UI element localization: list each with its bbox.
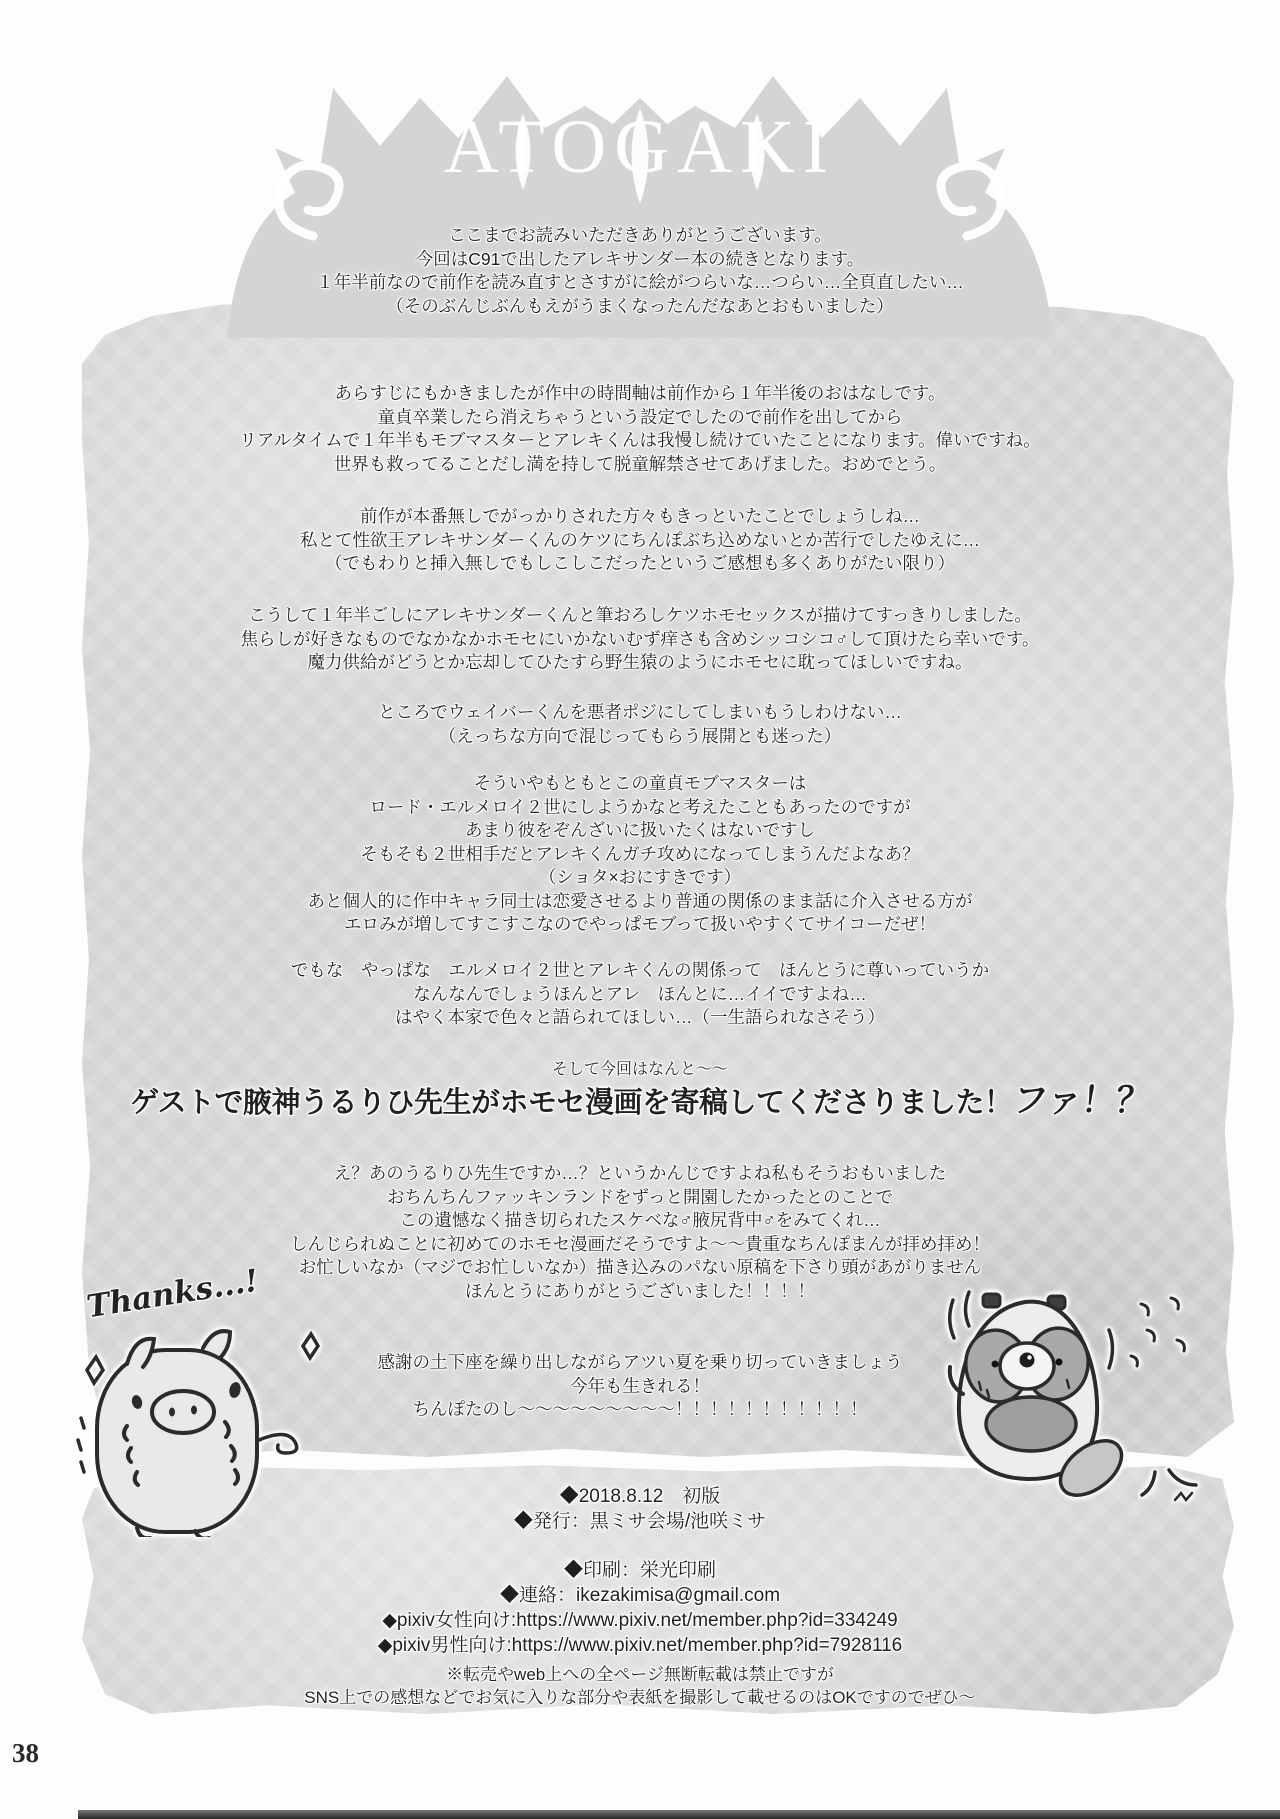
text-line: あと個人的に作中キャラ同士は恋愛させるより普通の関係のまま話に介入させる方が bbox=[307, 890, 973, 911]
text-line: おちんちんファッキンランドをずっと開園したかったとのことで bbox=[387, 1186, 893, 1207]
text-line: ロード・エルメロイ２世にしようかなと考えたこともあったのですが bbox=[369, 796, 911, 817]
text-line: ◆pixiv女性向け:https://www.pixiv.net/member.php?id=334249 bbox=[382, 1610, 898, 1631]
text-line: この遺憾なく描き切られたスケベな♂腋尻背中♂をみてくれ… bbox=[399, 1210, 881, 1230]
text-line: SNS上での感想などでお気に入りな部分や表紙を撮影して載せるのはOKですのでぜひ～ bbox=[304, 1688, 976, 1707]
text-line: はやく本家で色々と語られてほしい…（一生語られなさそう） bbox=[395, 1007, 885, 1027]
text-line: 童貞卒業したら消えちゃうという設定でしたので前作を出してから bbox=[377, 406, 903, 427]
page-number: 38 bbox=[12, 1738, 39, 1768]
text-line: そういやもともとこの童貞モブマスターは bbox=[473, 773, 807, 793]
text-line: 世界も救ってることだし満を持して脱童解禁させてあげました。おめでとう。 bbox=[333, 453, 947, 474]
headline-exclaim: ファ！？ bbox=[1010, 1081, 1153, 1120]
afterword-paragraph-7 bbox=[70, 959, 1210, 1030]
text-line: ここまでお読みいただきありがとうございます。 bbox=[448, 225, 832, 245]
text-line: お忙しいなか（マジでお忙しいなか）描き込みのパない原稿を下さり頭があがりません bbox=[298, 1257, 982, 1277]
colophon-edition bbox=[70, 1484, 1210, 1534]
afterword-paragraph-1 bbox=[70, 224, 1210, 318]
afterword-paragraph-6 bbox=[70, 772, 1210, 937]
text-line: なんなんでしょうほんとアレ ほんとに…イイですよね… bbox=[413, 983, 867, 1004]
text-line: （でもわりと挿入無しでもしこしこだったというご感想も多くありがたい限り） bbox=[325, 553, 955, 573]
afterword-paragraph-2 bbox=[70, 382, 1210, 476]
colophon-contact bbox=[70, 1558, 1210, 1658]
afterword-paragraph-4 bbox=[70, 604, 1210, 675]
text-line: え？あのうるりひ先生ですか…？というかんじですよね私もそうおもいました bbox=[333, 1163, 947, 1183]
text-line: ◆2018.8.12 初版 bbox=[559, 1486, 721, 1507]
text-line: そもそも２世相手だとアレキくんガチ攻めになってしまうんだよなあ？ bbox=[360, 843, 920, 864]
text-line: １年半前なので前作を読み直すとさすがに絵がつらいな…つらい…全頁直したい… bbox=[316, 272, 964, 292]
text-line: 焦らしが好きなものでなかなかホモセにいかないむず痒さも含めシッコシコ♂して頂けたら幸いです。 bbox=[240, 628, 1040, 649]
text-line: （えっちな方向で混じってもらう展開とも迷った） bbox=[438, 725, 842, 746]
text-line: あらすじにもかきましたが作中の時間軸は前作から１年半後のおはなしです。 bbox=[334, 383, 946, 403]
headline-text: ゲストで腋神うるりひ先生がホモセ漫画を寄稿してくださりました！ bbox=[130, 1087, 1013, 1119]
text-line: ※転売やweb上への全ページ無断転載は禁止ですが bbox=[446, 1665, 834, 1684]
text-line: （そのぶんじぶんもえがうまくなったんだなあとおもいました） bbox=[386, 295, 894, 316]
text-line: ほんとうにありがとうございました！！！！ bbox=[465, 1280, 815, 1301]
text-line: 魔力供給がどうとか忘却してひたすら野生猿のようにホモセに耽ってほしいですね。 bbox=[307, 652, 973, 672]
text-line: 感謝の土下座を繰り出しながらアツい夏を乗り切っていきましょう bbox=[377, 1352, 903, 1372]
text-line: 私とて性欲王アレキサンダーくんのケツにちんぽぶち込めないとか苦行でしたゆえに… bbox=[299, 529, 981, 550]
text-line: ところでウェイバーくんを悪者ポジにしてしまいもうしわけない… bbox=[378, 702, 902, 722]
text-line: あまり彼をぞんざいに扱いたくはないですし bbox=[465, 820, 815, 840]
afterword-paragraph-3 bbox=[70, 505, 1210, 576]
text-line: 今回はC91で出したアレキサンダー本の続きとなります。 bbox=[415, 248, 865, 269]
text-line: リアルタイムで１年半もモブマスターとアレキくんは我慢し続けていたことになります。偉いですね。 bbox=[239, 430, 1041, 450]
text-line: ◆発行：黒ミサ会場/池咲ミサ bbox=[513, 1511, 767, 1532]
text-line: でもな やっぱな エルメロイ２世とアレキくんの関係って ほんとうに尊いっていうか bbox=[290, 960, 990, 980]
text-line: ◆連絡：ikezakimisa@gmail.com bbox=[499, 1585, 781, 1606]
text-line: 前作が本番無しでがっかりされた方々もきっといたことでしょうしね… bbox=[360, 506, 920, 526]
page-title: ATOGAKI bbox=[443, 105, 837, 189]
thanks-note: Thanks...! bbox=[84, 1262, 261, 1326]
text-line: 今年も生きれる！ bbox=[570, 1375, 710, 1396]
text-line: ◆pixiv男性向け:https://www.pixiv.net/member.php?id=7928116 bbox=[377, 1635, 903, 1656]
afterword-paragraph-5 bbox=[70, 701, 1210, 748]
text-line: （ショタ×おにすきです） bbox=[538, 867, 742, 887]
scan-edge-strip bbox=[78, 1810, 1280, 1819]
announcement-lead: そして今回はなんと～～ bbox=[551, 1061, 728, 1078]
announcement-headline bbox=[0, 1080, 1280, 1124]
text-line: こうして１年半ごしにアレキサンダーくんと筆おろしケツホモセックスが描けてすっきりしました。 bbox=[248, 605, 1032, 625]
text-line: ちんぽたのし～～～～～～～～～！！！！！！！！！！！ bbox=[412, 1399, 868, 1419]
colophon-notice bbox=[70, 1663, 1210, 1709]
text-line: しんじられぬことに初めてのホモセ漫画だそうですよ～～貴重なちんぽまんが拝め拝め！ bbox=[290, 1233, 990, 1254]
text-line: エロみが増してすこすこなのでやっぱモブって扱いやすくてサイコーだぜ！ bbox=[343, 914, 937, 934]
text-line: ◆印刷：栄光印刷 bbox=[563, 1560, 716, 1581]
